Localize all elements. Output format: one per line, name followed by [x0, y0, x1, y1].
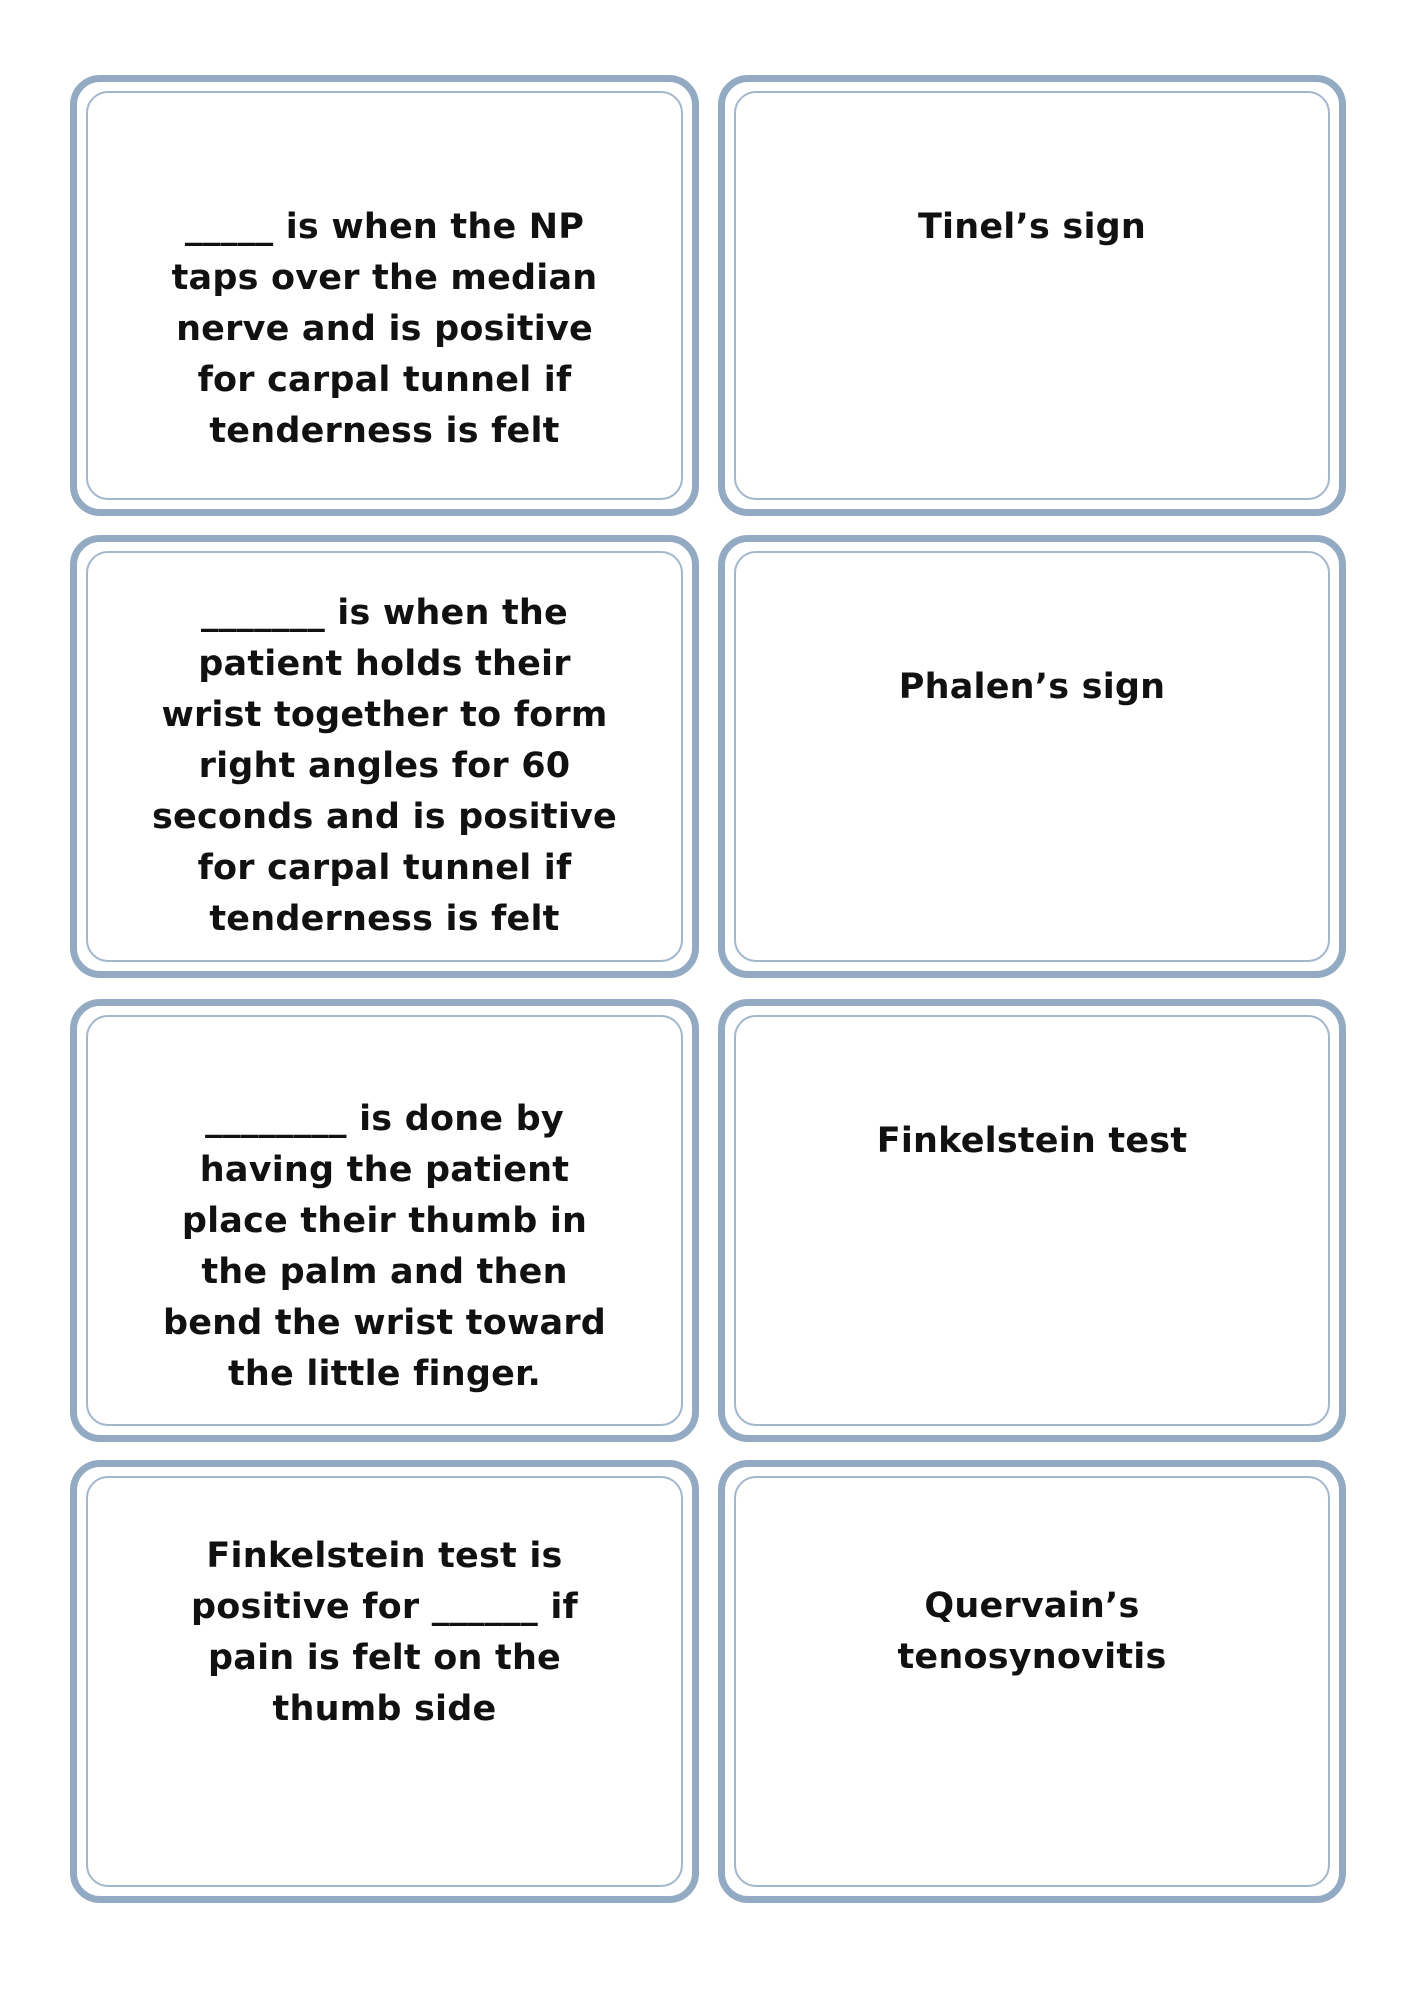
flashcard-answer-3	[718, 999, 1346, 1442]
flashcard-question-2	[70, 535, 699, 978]
question-text: _______ is when the patient holds their wrist together to form right angles for 60 seconds and is positive for carpal tunnel if tenderness is felt	[152, 593, 617, 939]
flashcard-question-1	[70, 75, 699, 516]
flashcard-question-4	[70, 1460, 699, 1903]
flashcard-answer-1	[718, 75, 1346, 516]
question-text: ________ is done by having the patient place their thumb in the palm and then bend the wrist toward the little finger.	[162, 1099, 607, 1394]
answer-text: Finkelstein test	[876, 1121, 1188, 1161]
question-text: _____ is when the NP taps over the median nerve and is positive for carpal tunnel if tenderness is felt	[171, 207, 598, 451]
answer-text: Tinel’s sign	[917, 207, 1147, 247]
question-text: Finkelstein test is positive for ______ if pain is felt on the thumb side	[191, 1536, 578, 1729]
flashcard-question-3	[70, 999, 699, 1442]
answer-text: Quervain’s tenosynovitis	[897, 1586, 1167, 1677]
flashcard-answer-2	[718, 535, 1346, 978]
flashcard-answer-4	[718, 1460, 1346, 1903]
answer-text: Phalen’s sign	[898, 667, 1166, 707]
